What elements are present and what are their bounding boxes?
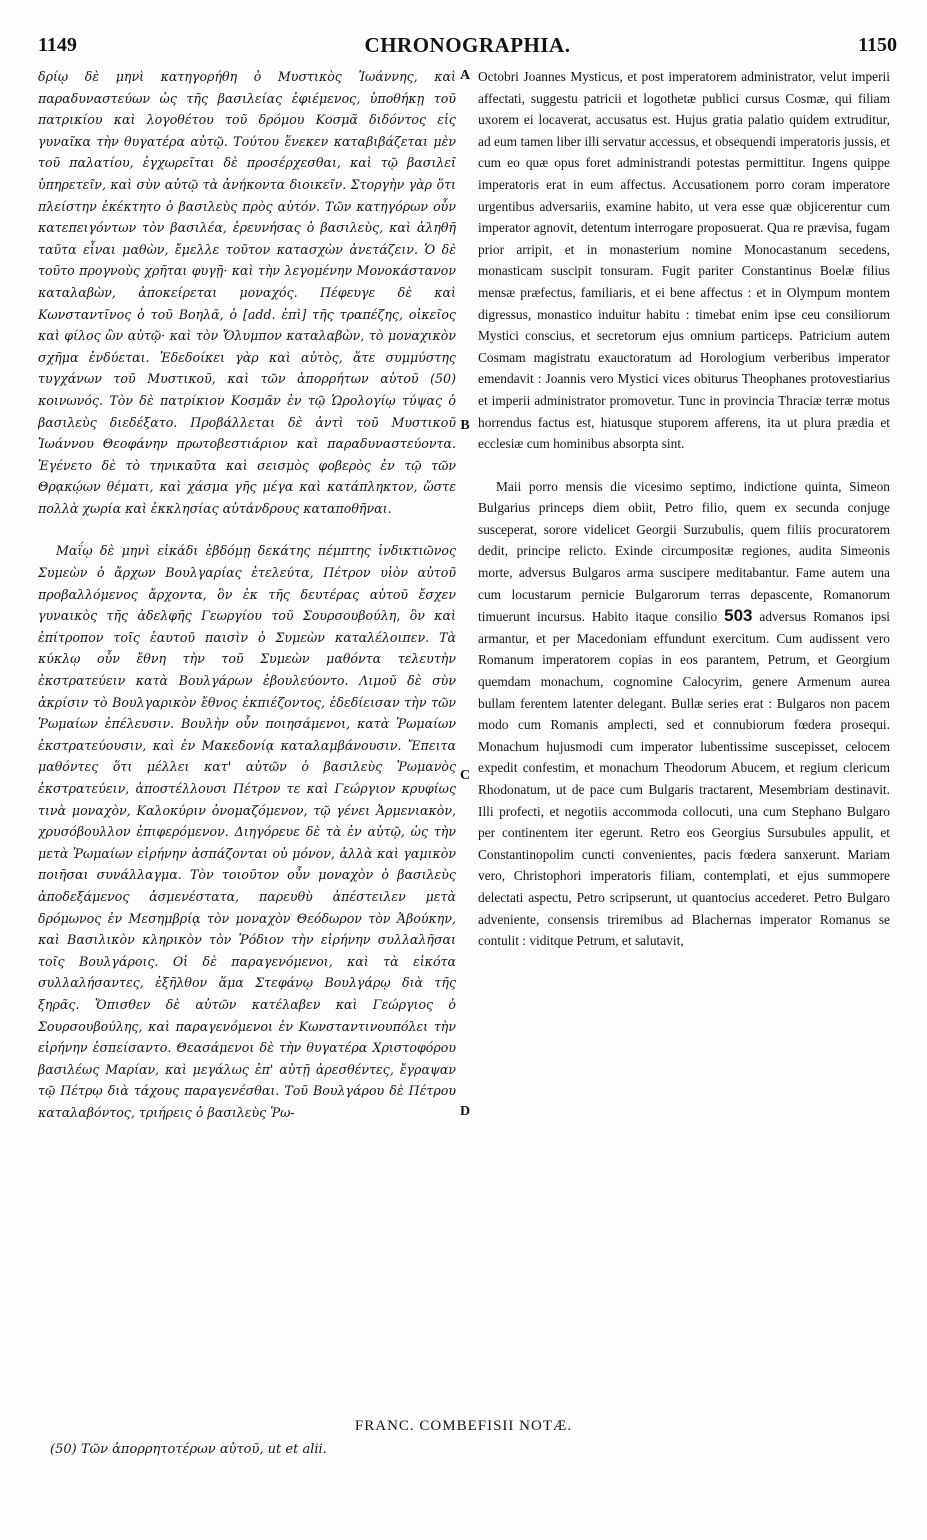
section-marker-b: B: [460, 418, 470, 433]
greek-paragraph-1: δρίῳ δὲ μηνὶ κατηγορήθη ὁ Μυστικὸς Ἰωάννης, καὶ παραδυναστεύων ὡς τῆς βασιλείας ἐφιέμενος, ὑποθήκῃ τοῦ πατρικίου καὶ λογοθέτου τοῦ δρόμου Κοσμᾶ διδόντος εἰς γυναῖκα τὴν θυγατέρα αὐτῷ. Τούτου ἕνεκεν καταβιβάζεται μὲν τοῦ παλατίου, ἐγχωρεῖται δὲ προσέρχεσθαι, καὶ τῷ βασιλεῖ ὑπηρετεῖν, καὶ σὺν αὐτῷ τὰ ἀνήκοντα διοικεῖν. Στοργὴν γὰρ ὅτι πλείστην ἐκέκτητο ὁ βασιλεὺς πρὸς αὐτόν. Τῶν κατηγόρων οὖν κατεπειγόντων τὸν βασιλέα, ἐρευνήσας ὁ βασιλεὺς, καὶ ἀληθῆ ταῦτα εἶναι μαθὼν, ἔμελλε τοῦτον κατασχὼν ἀνετάζειν. Ὁ δὲ τοῦτο προγνοὺς χρῆται φυγῇ· καὶ τὴν λεγομένην Μονοκάστανον καταλαβὼν, ἀποκείρεται μοναχός. Πέφευγε δὲ καὶ Κωνσταντῖνος ὁ τοῦ Βοηλᾶ, ὁ [add. ἐπὶ] τῆς τραπέζης, οἰκεῖος καὶ φίλος ὢν αὐτῷ· καὶ τὸν Ὄλυμπον καταλαβὼν, τὸ μοναχικὸν σχῆμα ἐνδύεται. Ἐδεδοίκει γὰρ καὶ αὐτὸς, ἅτε συμμύστης τυγχάνων τοῦ Μυστικοῦ, καὶ τῶν ἀπορρήτων αὐτοῦ (50) κοινωνός. Τὸν δὲ πατρίκιον Κοσμᾶν ἐν τῷ Ὡρολογίῳ τύψας ὁ βασιλεὺς διεδέξατο. Προβάλλεται δὲ ἀντὶ τοῦ Μυστικοῦ Ἰωάννου Θεοφάνην πρωτοβεστιάριον καὶ παραδυναστεύοντα. Ἐγένετο δὲ τὸ τηνικαῦτα καὶ σεισμὸς φοβερὸς ἐν τῷ τῶν Θρᾳκῴων θέματι, καὶ χάσμα γῆς μέγα καὶ κατάπληκτον, ὥστε πολλὰ χωρία καὶ ἐκκλησίας αὐτάνδρους καταποθῆναι.: [38, 69, 456, 516]
footnote: (50) Τῶν ἀπορρητοτέρων αὐτοῦ, ut et alii.: [50, 1442, 327, 1457]
section-marker-d: D: [459, 1104, 471, 1119]
greek-paragraph-2: Μαΐῳ δὲ μηνὶ εἰκάδι ἑβδόμῃ δεκάτης πέμπτης ἰνδικτιῶνος Συμεὼν ὁ ἄρχων Βουλγαρίας ἐτελεύτα, Πέτρον υἱὸν αὐτοῦ προβαλλόμενος ἄρχοντα, ὃν ἐκ τῆς δευτέρας αὐτοῦ ἔσχεν γυναικὸς τῆς ἀδελφῆς Γεωργίου τοῦ Σουρσουβούλη, ὃν καὶ ἐπίτροπον τοῖς ἑαυτοῦ παισὶν ὁ Συμεὼν καταλέλοιπεν. Τὰ κύκλῳ οὖν ἔθνη τὴν τοῦ Συμεὼν μαθόντα τελευτὴν ἐκστρατεύειν κατὰ Βουλγάρων ἐβουλεύοντο. Λιμοῦ δὲ σὺν ἀκρίσιν τὸ Βουλγαρικὸν ἔθνος ἐκπιέζοντος, ἐδεδίεισαν τὴν τῶν Ῥωμαίων ἐπέλευσιν. Βουλὴν οὖν ποιησάμενοι, κατὰ Ῥωμαίων ἐκστρατεύουσιν, καὶ ἐν Μακεδονίᾳ καταλαμβάνουσιν. Ἔπειτα μαθόντες ὅτι μέλλει κατ' αὐτῶν ὁ βασιλεὺς Ῥωμανὸς ἐκστρατεύειν, ἀποστέλλουσι Πέτρον τε καὶ Γεώργιον κρυφίως τινὰ μοναχὸν, Καλοκύριν ὀνομαζόμενον, τῷ γένει Ἀρμενιακὸν, χρυσόβουλλον ἐπιφερόμενον. Διηγόρευε δὲ τὰ ἐν αὐτῷ, ὡς τὴν μετὰ Ῥωμαίων εἰρήνην ἀσπάζονται οὐ μόνον, ἀλλὰ καὶ γαμικὸν ποιῆσαι συνάλλαγμα. Τὸν τοιοῦτον οὖν μοναχὸν ὁ βασιλεὺς ἀποδεξάμενος ἀσμενέστατα, παρευθὺ ἀπέστειλεν μετὰ δρόμωνος ἐν Μεσημβρίᾳ τὸν μοναχὸν Θεόδωρον τὸν Ἀβούκην, καὶ Βασιλικὸν κληρικὸν τὸν Ῥόδιον τὴν εἰρήνην συλλαλῆσαι τοῖς Βουλγάροις. Οἱ δὲ παραγενόμενοι, καὶ τὰ εἰκότα συλλαλήσαντες, ἐξῆλθον ἅμα Στεφάνῳ Βουλγάρῳ διὰ τῆς ξηρᾶς. Ὄπισθεν δὲ αὐτῶν κατέλαβεν καὶ Γεώργιος ὁ Σουρσουβούλης, καὶ παραγενόμενοι ἐν Κωνσταντινουπόλει τὴν εἰρήνην ἐσπείσαντο. Θεασάμενοι δὲ τὴν θυγατέρα Χριστοφόρου βασιλέως Μαρίαν, καὶ μεγάλως ἐπ' αὐτῇ ἀρεσθέντες, ἔγραψαν τῷ Πέτρῳ διὰ τάχους παραγενέσθαι. Τοῦ Βουλγάρου δὲ Πέτρου καταλαβόντος, τριήρεις ὁ βασιλεὺς Ῥω-: [38, 543, 456, 1120]
right-page-number: 1150: [858, 33, 897, 56]
notes-heading: FRANC. COMBEFISII NOTÆ.: [354, 1418, 573, 1434]
greek-column: [38, 66, 456, 1438]
section-marker-c: C: [459, 768, 471, 783]
left-page-number: 1149: [38, 33, 77, 56]
section-marker-a: A: [459, 68, 471, 83]
section-markers: [455, 66, 475, 1438]
latin-paragraph-2-start: Maii porro mensis die vicesimo septimo, indictione quinta, Simeon Bulgarius princeps diem obiit, Petro filio, quem ex secunda conjuge susceperat, sorore videlicet Georgii Surzubulis, quem filiis procuratorem dedit, principe relicto. Exinde circumpositæ regiones, audita Simeonis morte, adversus Bulgaros arma suscipere meditabantur. Fame autem una cum locustarum pernicie Bulgarorum terras depascente, Romanorum timuerunt incursus. Habito itaque consilio: [478, 478, 890, 625]
margin-page-number: 503: [724, 606, 753, 626]
latin-paragraph-2-end: adversus Romanos ipsi armantur, et per Macedoniam effundunt exercitum. Cum audissent vero Romanum imperatorem copias in eos parantem, Petrum, et Georgium quemdam monachum, cognomine Calocyrim, genere Armenum aurea bullam ferentem latenter delegant. Bullæ series erat : Bulgaros non pacem modo cum Romanis amplecti, sed et connubiorum fœdera prosequi. Monachum hujusmodi cum imperator lubentissime suscepisset, celocem expedit confestim, et monachum Theodorum Abucem, et regium clericum Rhodonatum, ut de pace cum Bulgaris tractarent, Mesembriam destinavit. Illi profecti, et negotiis accommoda collocuti, una cum Stephano Bulgaro per continentem iter egerunt. Retro eos Georgius Sursubules appulit, et Constantinopolim cuncti convenientes, pacis fœdera sanxerunt. Mariam vero, Christophori imperatoris filiam, contemplati, et ejus summopere delectati aspectu, Petro scripserunt, ut quantocius accederet. Petro Bulgaro adveniente, consensis triremibus ad Blachernas imperator Romanus se contulit : viditque Petrum, et salutavit,: [478, 609, 890, 949]
latin-paragraph-1: Octobri Joannes Mysticus, et post imperatorem administrator, velut imperii affectati, suggestu patricii et logothetæ publici cursus Cosmæ, qui filiam uxorem ei locaverat, accusatus est. Hujus gratia palatio quidem extruditur, ad eum tamen liber illi servatur accessus, et obsequendi imperatoris jussis, et cum eo quæ opus foret administrandi potestas permittitur. Ingens quippe imperatoris erat in eum affectus. Accusationem porro coram imperatore urgentibus adversariis, examine habito, ut vera esse quæ objicerentur cum imperator agnovit, detentum interrogare proposuerat. Qua re prævisa, fugam prior arripit, et in monasterium nomine Monocastanum secedens, monasticam suscipit tonsuram. Fugit pariter Constantinus Boelæ filius mensæ præfectus, familiaris, et ei bene affectus : et in Olympum montem digressus, monastico induitur habitu : timebat enim ipse ceu consiliorum Mystici conscius, et secretorum ejus omnium particeps. Patricium autem Cosmam magistratu exauctoratum ad Horologium verberibus imperator emendavit : Joannis vero Mystici vices obiturus Theophanes protovestiarius et imperii administrator promovetur. Tunc in provincia Thraciæ terræ motus horrendus factus est, hiatusque stuporem afferens, ita ut plura prædia et ecclesiæ cum hominibus absorpta sint.: [478, 69, 890, 452]
running-header: [38, 28, 897, 62]
running-title: CHRONOGRAPHIA.: [364, 32, 571, 57]
latin-paragraph-2: [478, 476, 890, 952]
latin-column: [478, 66, 890, 1438]
